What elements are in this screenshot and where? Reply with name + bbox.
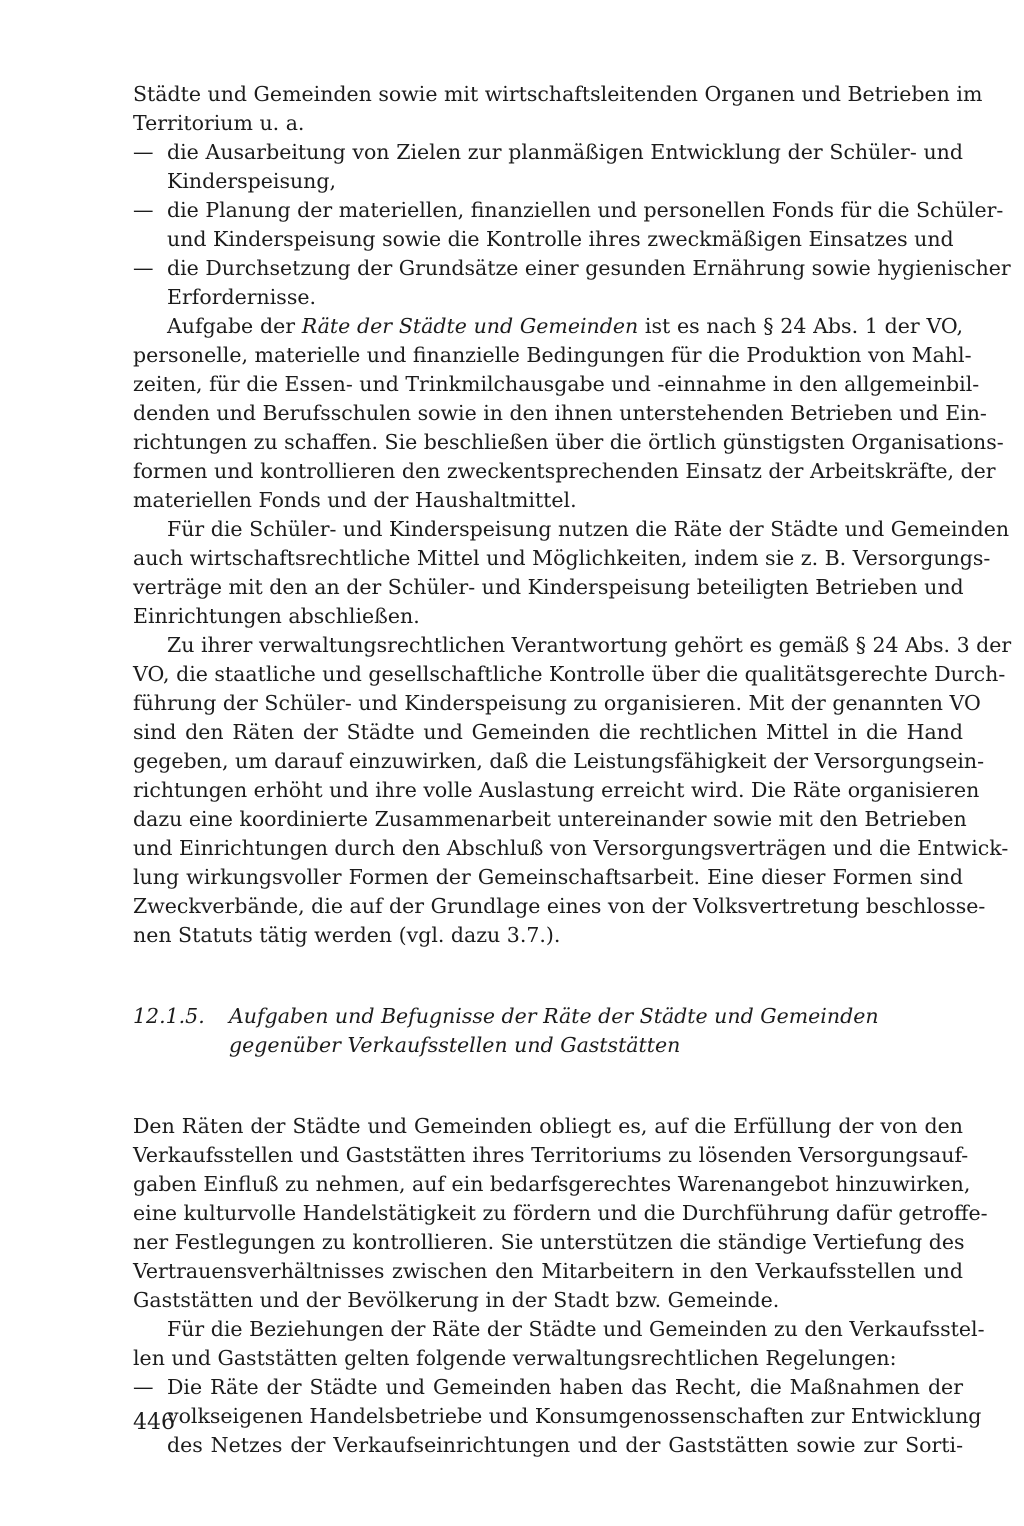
text-line: und Kinderspeisung sowie die Kontrolle ihres zweckmäßigen Einsatzes und — [167, 227, 954, 251]
section-heading-line: Aufgaben und Befugnisse der Räte der Städte und Gemeinden — [229, 1004, 879, 1028]
bullet-dash: — — [133, 140, 154, 164]
text-line: Kinderspeisung, — [167, 169, 337, 193]
page-number: 446 — [133, 1410, 175, 1435]
text-line: dazu eine koordinierte Zusammenarbeit untereinander sowie mit den Betrieben — [133, 807, 967, 831]
text-line: und Einrichtungen durch den Abschluß von Versorgungsverträgen und die Entwick- — [133, 836, 1009, 860]
text-line: führung der Schüler- und Kinderspeisung zu organisieren. Mit der genannten VO — [133, 691, 981, 715]
text-line: Zweckverbände, die auf der Grundlage eines von der Volksvertretung beschlosse- — [133, 894, 986, 918]
text-line: personelle, materielle und finanzielle Bedingungen für die Produktion von Mahl- — [133, 343, 972, 367]
bullet-dash: — — [133, 1375, 154, 1399]
text-line: des Netzes der Verkaufseinrichtungen und der Gaststätten sowie zur Sorti- — [167, 1433, 963, 1457]
text-line: verträge mit den an der Schüler- und Kinderspeisung beteiligten Betrieben und — [133, 575, 964, 599]
text-line: — die Ausarbeitung von Zielen zur planmäßigen Entwicklung der Schüler- und — [133, 138, 963, 167]
text-line: gegeben, um darauf einzuwirken, daß die Leistungsfähigkeit der Versorgungsein- — [133, 749, 985, 773]
text-line: len und Gaststätten gelten folgende verwaltungsrechtlichen Regelungen: — [133, 1346, 897, 1370]
text-line: auch wirtschaftsrechtliche Mittel und Möglichkeiten, indem sie z. B. Versorgungs- — [133, 546, 991, 570]
text-line: Einrichtungen abschließen. — [133, 604, 420, 628]
text-line: VO, die staatliche und gesellschaftliche Kontrolle über die qualitätsgerechte Durch- — [133, 662, 1006, 686]
text-line: — Die Räte der Städte und Gemeinden haben das Recht, die Maßnahmen der — [133, 1373, 963, 1402]
bullet-item — [133, 196, 1004, 254]
section-heading-line: gegenüber Verkaufsstellen und Gaststätten — [229, 1033, 681, 1057]
paragraph — [133, 631, 1012, 950]
paragraph — [133, 80, 983, 138]
bullet-item — [133, 254, 1011, 312]
text-line: richtungen zu schaffen. Sie beschließen über die örtlich günstigsten Organisations- — [133, 430, 1004, 454]
text-line: Zu ihrer verwaltungsrechtlichen Verantwortung gehört es gemäß § 24 Abs. 3 der — [167, 633, 1012, 657]
text-line: Vertrauensverhältnisses zwischen den Mitarbeitern in den Verkaufsstellen und — [133, 1259, 963, 1283]
text-line: eine kulturvolle Handelstätigkeit zu fördern und die Durchführung dafür getroffe- — [133, 1201, 988, 1225]
text-line: sind den Räten der Städte und Gemeinden die rechtlichen Mittel in die Hand — [133, 720, 963, 744]
section-heading — [133, 1002, 963, 1060]
paragraph — [133, 312, 1004, 515]
text-line: nen Statuts tätig werden (vgl. dazu 3.7.). — [133, 923, 561, 947]
section-number: 12.1.5. — [133, 1004, 205, 1028]
text-line: materiellen Fonds und der Haushaltmittel. — [133, 488, 577, 512]
text-line: denden und Berufsschulen sowie in den ihnen unterstehenden Betrieben und Ein- — [133, 401, 987, 425]
text-line: gaben Einfluß zu nehmen, auf ein bedarfsgerechtes Warenangebot hinzuwirken, — [133, 1172, 971, 1196]
text-line: Den Räten der Städte und Gemeinden obliegt es, auf die Erfüllung der von den — [133, 1114, 963, 1138]
text-line: Verkaufsstellen und Gaststätten ihres Territoriums zu lösenden Versorgungsauf- — [133, 1143, 969, 1167]
text-line: Gaststätten und der Bevölkerung in der Stadt bzw. Gemeinde. — [133, 1288, 780, 1312]
text-line: Städte und Gemeinden sowie mit wirtschaftsleitenden Organen und Betrieben im — [133, 82, 983, 106]
text-line: ner Festlegungen zu kontrollieren. Sie unterstützen die ständige Vertiefung des — [133, 1230, 965, 1254]
text-line: Für die Schüler- und Kinderspeisung nutzen die Räte der Städte und Gemeinden — [167, 517, 1010, 541]
bullet-item — [133, 1373, 982, 1460]
text-line: Für die Beziehungen der Räte der Städte und Gemeinden zu den Verkaufsstel- — [167, 1317, 985, 1341]
text-line: formen und kontrollieren den zweckentsprechenden Einsatz der Arbeitskräfte, der — [133, 459, 996, 483]
paragraph — [133, 1315, 985, 1373]
text-line: Territorium u. a. — [133, 111, 305, 135]
bullet-dash: — — [133, 256, 154, 280]
bullet-item — [133, 138, 963, 196]
bullet-dash: — — [133, 198, 154, 222]
text-line: lung wirkungsvoller Formen der Gemeinschaftsarbeit. Eine dieser Formen sind — [133, 865, 963, 889]
page-body — [133, 80, 1012, 1460]
text-line: — die Planung der materiellen, finanziellen und personellen Fonds für die Schüler- — [133, 196, 963, 225]
paragraph — [133, 1112, 988, 1315]
text-line: richtungen erhöht und ihre volle Auslastung erreicht wird. Die Räte organisieren — [133, 778, 980, 802]
text-line: volkseigenen Handelsbetriebe und Konsumgenossenschaften zur Entwicklung — [167, 1404, 982, 1428]
text-line: zeiten, für die Essen- und Trinkmilchausgabe und -einnahme in den allgemeinbil- — [133, 372, 980, 396]
text-line: — die Durchsetzung der Grundsätze einer gesunden Ernährung sowie hygienischer — [133, 254, 963, 283]
text-line: Erfordernisse. — [167, 285, 316, 309]
text-line: Aufgabe der Räte der Städte und Gemeinden ist es nach § 24 Abs. 1 der VO, — [167, 314, 964, 338]
paragraph — [133, 515, 1010, 631]
